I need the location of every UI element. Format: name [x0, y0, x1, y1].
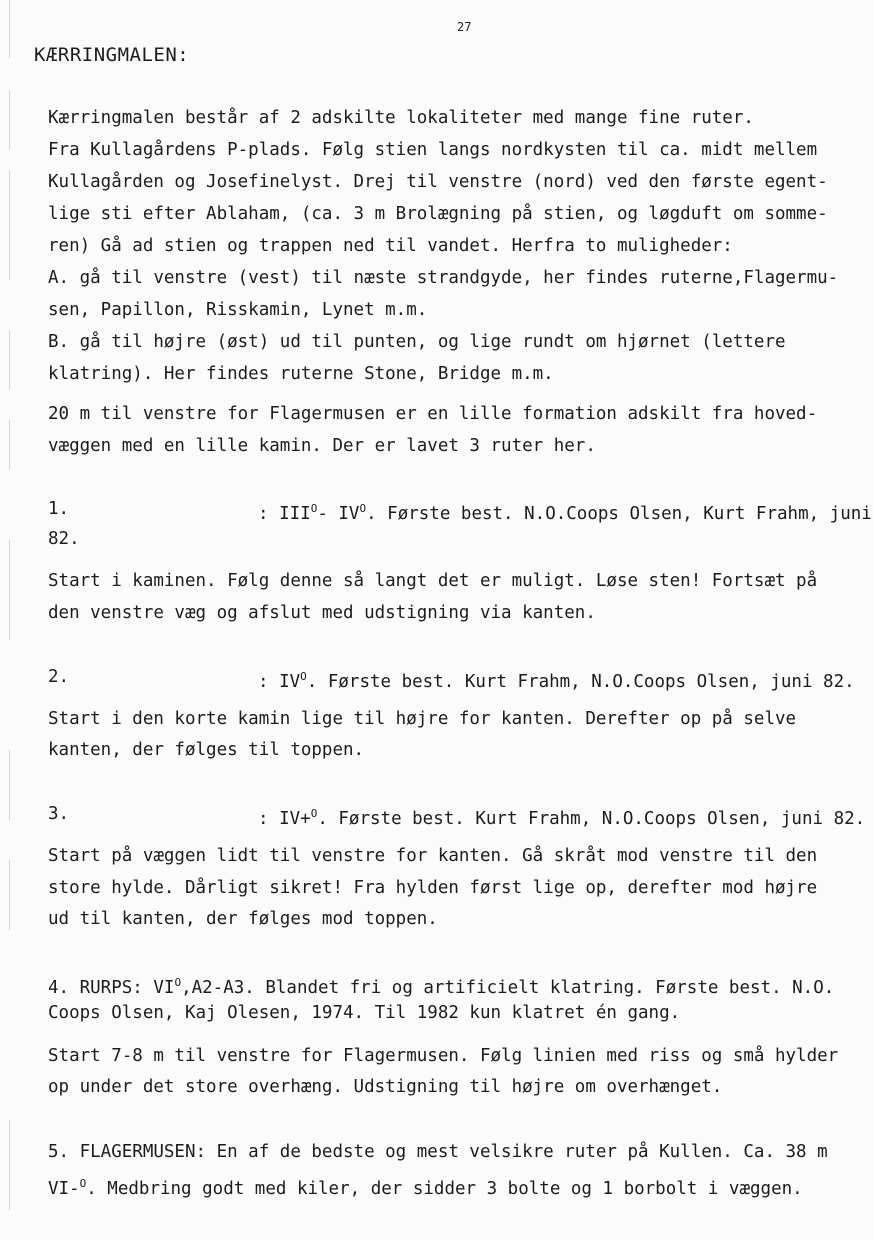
text-line: Kærringmalen består af 2 adskilte lokaliteter med mange fine ruter. — [48, 108, 754, 128]
text-line: Start på væggen lidt til venstre for kanten. Gå skråt mod venstre til den — [48, 846, 818, 866]
text-line: 20 m til venstre for Flagermusen er en lille formation adskilt fra hoved- — [48, 404, 818, 424]
page-title: KÆRRINGMALEN: — [34, 44, 190, 66]
text-line: A. gå til venstre (vest) til næste strandgyde, her findes ruterne,Flagermu- — [48, 268, 839, 288]
text-line: klatring). Her findes ruterne Stone, Bridge m.m. — [48, 364, 554, 384]
text-line: Start i den korte kamin lige til højre for kanten. Derefter op på selve — [48, 709, 797, 729]
route-grade: : $III^O-$ $IV^O$. Første best. N.O.Coops Olsen, Kurt Frahm, juni — [258, 502, 872, 524]
text-line: kanten, der følges til toppen. — [48, 740, 365, 760]
text-line: Fra Kullagårdens P-plads. Følg stien langs nordkysten til ca. midt mellem — [48, 140, 818, 160]
route-grade: : IV+$^O$. Første best. Kurt Frahm, N.O.Coops Olsen, juni 82. — [258, 807, 866, 829]
text-line: B. gå til højre (øst) ud til punten, og lige rundt om hjørnet (lettere — [48, 332, 786, 352]
margin-mark — [9, 1120, 10, 1210]
margin-mark — [9, 0, 10, 58]
page-number: 27 — [457, 20, 472, 34]
margin-mark — [9, 90, 10, 150]
text-line: Kullagården og Josefinelyst. Drej til venstre (nord) ved den første egent- — [48, 172, 828, 192]
margin-mark — [9, 420, 10, 470]
text-line: 5. FLAGERMUSEN: En af de bedste og mest velsikre ruter på Kullen. Ca. 38 m — [48, 1142, 828, 1162]
route-number: 2. — [48, 667, 70, 687]
text-line: lige sti efter Ablaham, (ca. 3 m Brolægning på stien, og løgduft om somme- — [48, 204, 828, 224]
margin-mark — [9, 750, 10, 820]
route-heading: 4. RURPS: $VI^O,A2-A3$. Blandet fri og artificielt klatring. Første best. N.O. — [48, 976, 835, 998]
text-line: ud til kanten, der følges mod toppen. — [48, 909, 438, 929]
route-grade: : $IV^O$. Første best. Kurt Frahm, N.O.Coops Olsen, juni 82. — [258, 670, 855, 692]
text-line: Coops Olsen, Kaj Olesen, 1974. Til 1982 kun klatret én gang. — [48, 1003, 681, 1023]
text-line: store hylde. Dårligt sikret! Fra hylden først lige op, derefter mod højre — [48, 878, 818, 898]
text-line: den venstre væg og afslut med udstigning via kanten. — [48, 603, 596, 623]
text-line: sen, Papillon, Risskamin, Lynet m.m. — [48, 300, 428, 320]
text-line: 82. — [48, 529, 80, 549]
text-line: Start i kaminen. Følg denne så langt det er muligt. Løse sten! Fortsæt på — [48, 571, 818, 591]
route-number: 1. — [48, 499, 70, 519]
margin-mark — [9, 330, 10, 390]
route-number: 3. — [48, 804, 70, 824]
text-line: Start 7-8 m til venstre for Flagermusen. Følg linien med riss og små hylder — [48, 1046, 839, 1066]
text-line: ren) Gå ad stien og trappen ned til vandet. Herfra to muligheder: — [48, 236, 733, 256]
text-line: væggen med en lille kamin. Der er lavet 3 ruter her. — [48, 436, 596, 456]
margin-mark — [9, 860, 10, 930]
text-line: op under det store overhæng. Udstigning til højre om overhænget. — [48, 1077, 723, 1097]
text-line: VI-$^O$. Medbring godt med kiler, der sidder 3 bolte og 1 borbolt i væggen. — [48, 1177, 803, 1199]
margin-mark — [9, 540, 10, 640]
margin-mark — [9, 170, 10, 280]
